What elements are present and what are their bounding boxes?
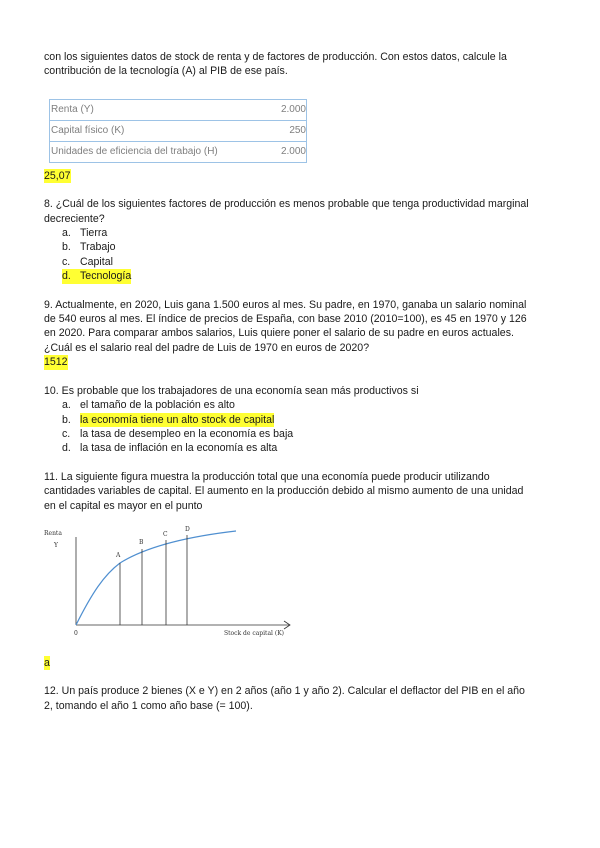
table-cell-value: 250 <box>271 120 306 141</box>
list-item: b. Trabajo <box>62 241 116 254</box>
list-item: a. Tierra <box>62 227 108 240</box>
q11-line-1: 11. La siguiente figura muestra la producción total que una economía puede producir utilizando <box>44 470 490 483</box>
list-item: d. la tasa de inflación en la economía es alta <box>62 442 278 455</box>
point-a-label: A <box>116 551 121 559</box>
point-c-label: C <box>163 530 168 538</box>
list-item: c. la tasa de desempleo en la economía es baja <box>62 427 294 440</box>
q8-line-2: decreciente? <box>44 212 105 225</box>
list-item: c. Capital <box>62 255 113 268</box>
answer-11: a <box>44 656 50 669</box>
question-9 <box>44 298 556 370</box>
question-10 <box>44 384 556 456</box>
list-item: a. el tamaño de la población es alto <box>62 399 235 412</box>
origin-label: 0 <box>74 629 78 637</box>
x-axis-label: Stock de capital (K) <box>224 629 285 637</box>
q9-line-1: 9. Actualmente, en 2020, Luis gana 1.500 euros al mes. Su padre, en 1970, ganaba un salario nominal <box>44 298 527 311</box>
point-d-label: D <box>185 525 190 533</box>
question-8 <box>44 197 556 283</box>
q12-line-1: 12. Un país produce 2 bienes (X e Y) en 2 años (año 1 y año 2). Calcular el deflactor del PIB en el año <box>44 685 525 698</box>
document-page <box>44 50 556 713</box>
point-b-label: B <box>139 538 144 546</box>
q10-options <box>44 398 556 456</box>
table-row <box>50 99 307 120</box>
data-table <box>49 99 307 163</box>
table-cell-label: Unidades de eficiencia del trabajo (H) <box>50 141 272 162</box>
q9-line-4: ¿Cuál es el salario real del padre de Luis de 1970 en euros de 2020? <box>44 341 370 354</box>
production-curve <box>76 531 236 625</box>
list-item-selected: b. la economía tiene un alto stock de capital <box>62 413 275 426</box>
q8-options <box>44 226 556 284</box>
q10-line-1: 10. Es probable que los trabajadores de una economía sean más productivos si <box>44 384 419 397</box>
q11-line-2: cantidades variables de capital. El aumento en la producción debido al mismo aumento de una unidad <box>44 485 524 498</box>
table-cell-label: Renta (Y) <box>50 99 272 120</box>
q12-line-2: 2, tomando el año 1 como año base (= 100). <box>44 699 253 712</box>
intro-line-1: con los siguientes datos de stock de renta y de factores de producción. Con estos datos, calcule la <box>44 51 507 63</box>
list-item-selected: d. Tecnología <box>62 270 132 283</box>
production-figure <box>44 523 304 648</box>
y-axis-label-2: Y <box>54 541 58 549</box>
answer-9: 1512 <box>44 356 68 369</box>
q9-line-2: de 540 euros al mes. El índice de precios de España, con base 2010 (2010=100), es 45 en 1970 y 126 <box>44 313 527 326</box>
answer-7: 25,07 <box>44 169 71 182</box>
q8-line-1: 8. ¿Cuál de los siguientes factores de producción es menos probable que tenga productividad marginal <box>44 198 529 211</box>
q11-line-3: en el capital es mayor en el punto <box>44 499 203 512</box>
production-chart <box>44 523 304 648</box>
intro-line-2: contribución de la tecnología (A) al PIB de ese país. <box>44 65 288 78</box>
q9-line-3: en 2020. Para comparar ambos salarios, Luis quiere poner el salario de su padre en euros actuales. <box>44 327 514 340</box>
table-cell-label: Capital físico (K) <box>50 120 272 141</box>
table-row <box>50 120 307 141</box>
question-12 <box>44 684 556 713</box>
table-cell-value: 2.000 <box>271 141 306 162</box>
table-cell-value: 2.000 <box>271 99 306 120</box>
table-row <box>50 141 307 162</box>
question-11 <box>44 470 556 671</box>
y-axis-label: Renta <box>44 529 62 537</box>
